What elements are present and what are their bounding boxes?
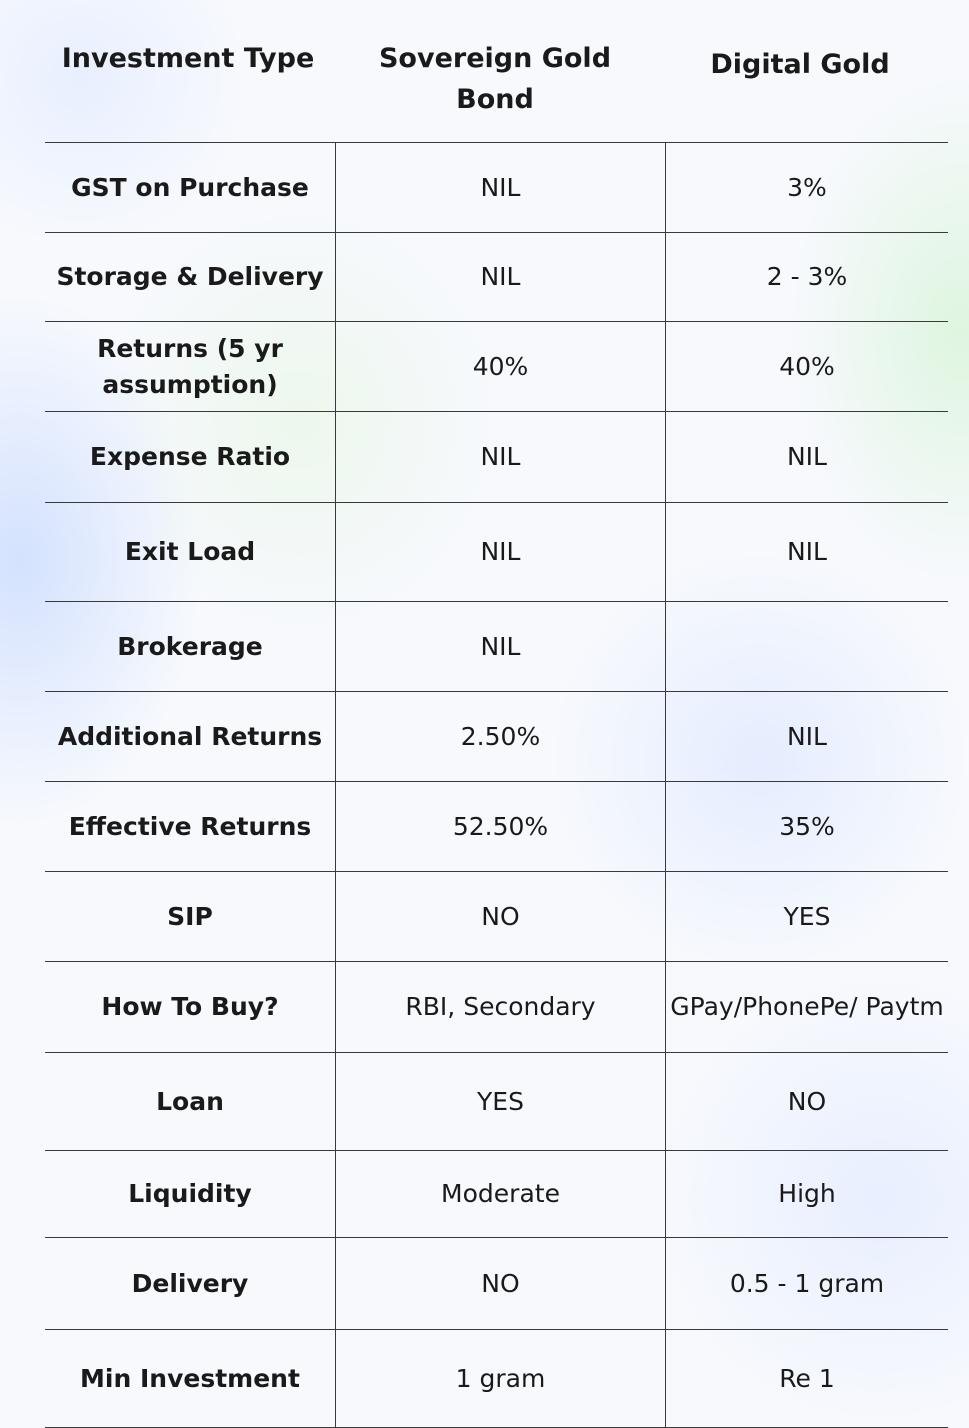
sgb-value: 2.50%	[335, 692, 665, 781]
row-label: Returns (5 yr assumption)	[97, 333, 283, 399]
table-header	[45, 0, 948, 143]
digital-gold-value: NO	[665, 1053, 948, 1150]
table-row	[45, 872, 948, 962]
sgb-value: 40%	[335, 322, 665, 411]
digital-gold-value: 3%	[665, 143, 948, 232]
table-row	[45, 1238, 948, 1330]
sgb-value: Moderate	[335, 1151, 665, 1237]
table-row	[45, 322, 948, 412]
sgb-value: NO	[335, 872, 665, 961]
sgb-value: RBI, Secondary	[335, 962, 665, 1052]
row-label: Loan	[156, 1086, 224, 1116]
row-label: Delivery	[131, 1268, 249, 1298]
sgb-value: NIL	[335, 233, 665, 321]
table-row	[45, 143, 948, 233]
header-digital-gold: Digital Gold	[710, 49, 890, 80]
sgb-value: NIL	[335, 143, 665, 232]
header-investment-type: Investment Type	[61, 43, 315, 74]
digital-gold-value: NIL	[665, 412, 948, 502]
table-row	[45, 1053, 948, 1151]
digital-gold-value: YES	[665, 872, 948, 961]
digital-gold-value: Re 1	[665, 1330, 948, 1427]
table-row	[45, 503, 948, 602]
table-row	[45, 412, 948, 503]
digital-gold-value: 0.5 - 1 gram	[665, 1238, 948, 1329]
digital-gold-value: High	[665, 1151, 948, 1237]
sgb-value: NIL	[335, 412, 665, 502]
table-row	[45, 692, 948, 782]
header-sovereign-gold-bond: Sovereign Gold Bond	[378, 43, 612, 115]
table-row	[45, 782, 948, 872]
sgb-value: 52.50%	[335, 782, 665, 871]
table-row	[45, 1151, 948, 1238]
sgb-value: YES	[335, 1053, 665, 1150]
digital-gold-value: 35%	[665, 782, 948, 871]
table-row	[45, 602, 948, 692]
row-label: Liquidity	[128, 1179, 252, 1208]
table-row	[45, 1330, 948, 1428]
row-label: SIP	[167, 901, 213, 931]
sgb-value: 1 gram	[335, 1330, 665, 1427]
sgb-value: NIL	[335, 602, 665, 691]
digital-gold-value	[665, 602, 948, 691]
row-label: Brokerage	[117, 631, 263, 661]
row-label: Min Investment	[80, 1363, 300, 1393]
digital-gold-value: GPay/PhonePe/ Paytm	[665, 962, 948, 1052]
digital-gold-value: 2 - 3%	[665, 233, 948, 321]
digital-gold-value: NIL	[665, 503, 948, 601]
row-label: Expense Ratio	[89, 442, 291, 471]
sgb-value: NO	[335, 1238, 665, 1329]
row-label: GST on Purchase	[71, 172, 309, 202]
table-row	[45, 233, 948, 322]
row-label: Effective Returns	[68, 811, 312, 841]
row-label: Storage & Delivery	[56, 262, 324, 291]
table-row	[45, 962, 948, 1053]
digital-gold-value: 40%	[665, 322, 948, 411]
sgb-value: NIL	[335, 503, 665, 601]
digital-gold-value: NIL	[665, 692, 948, 781]
row-label: How To Buy?	[101, 992, 279, 1021]
row-label: Exit Load	[124, 537, 256, 566]
table-body	[45, 143, 948, 1428]
row-label: Additional Returns	[57, 721, 323, 751]
